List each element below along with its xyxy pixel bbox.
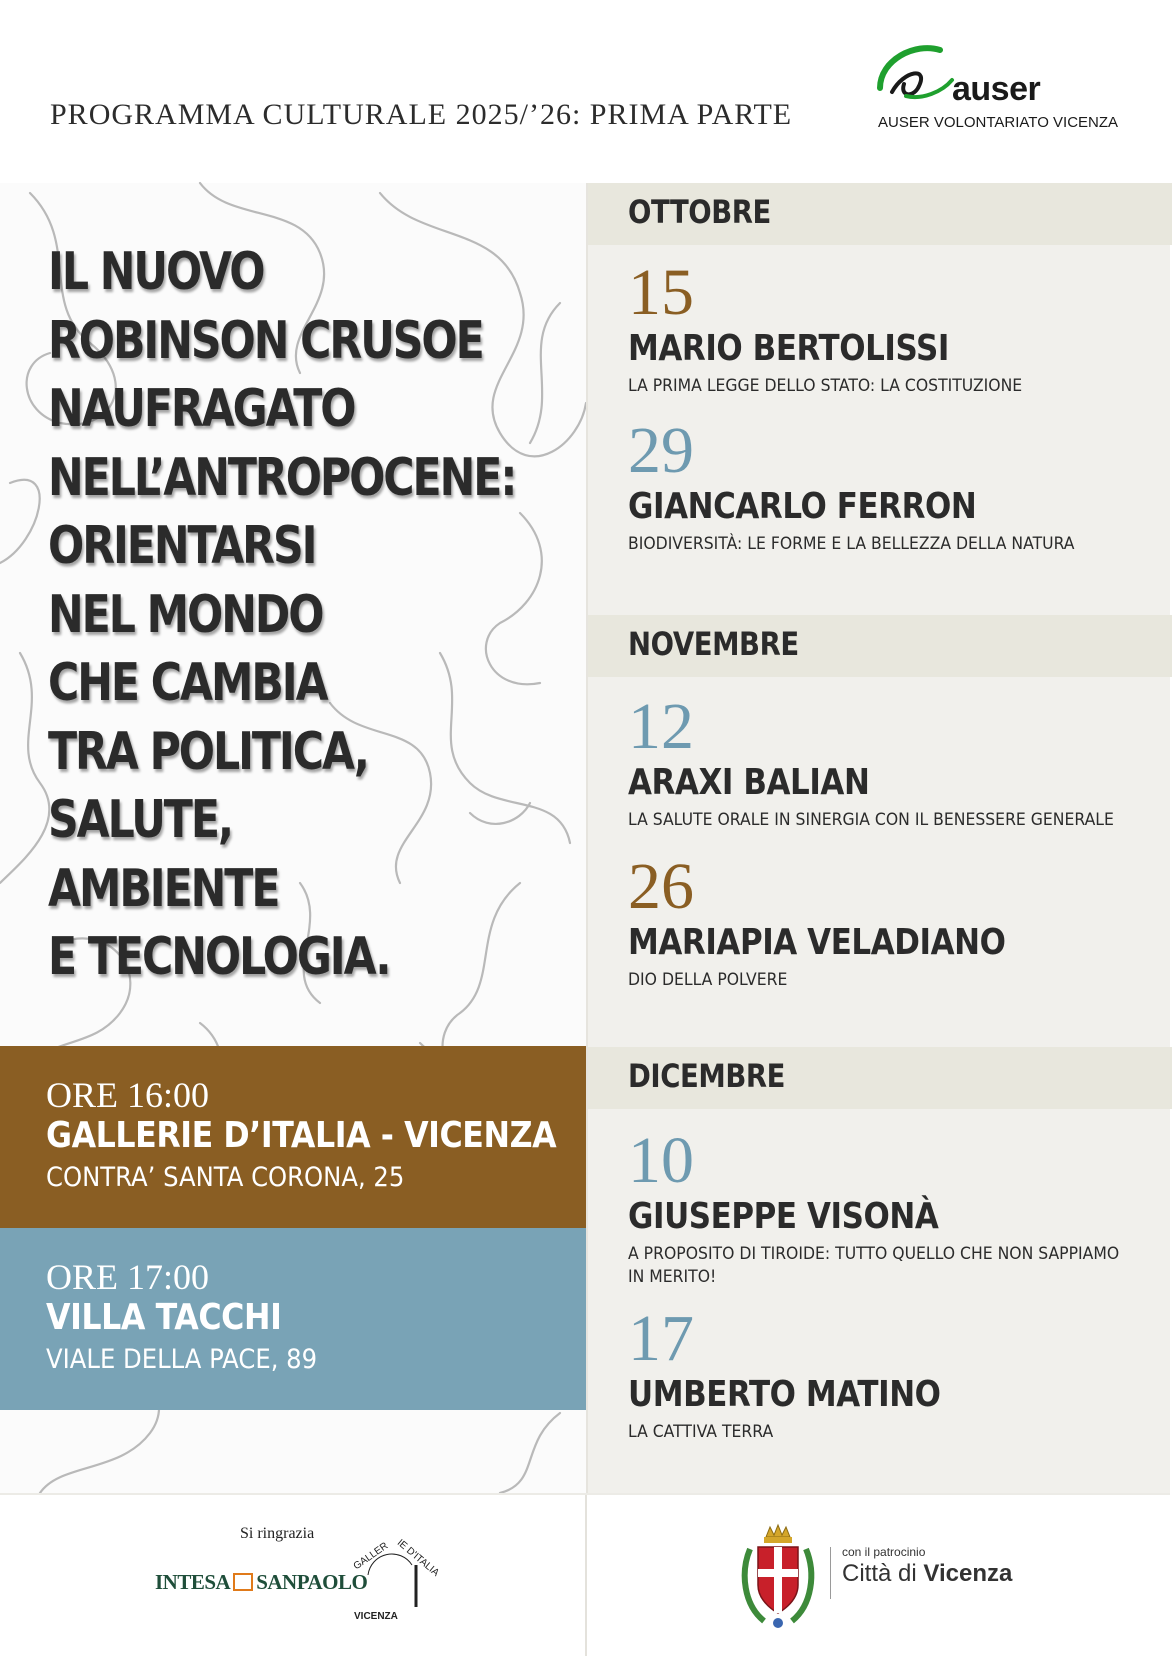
event-day: 15 (628, 256, 694, 329)
event-speaker: MARIAPIA VELADIANO (628, 922, 1006, 963)
event-day: 12 (628, 690, 694, 763)
venue-time: ORE 16:00 (46, 1075, 210, 1115)
event-speaker: MARIO BERTOLISSI (628, 328, 949, 369)
event-day: 29 (628, 414, 694, 487)
month-header-novembre (588, 615, 1172, 677)
main-title-line: ROBINSON CRUSOE (48, 310, 483, 371)
event-day: 26 (628, 850, 694, 923)
main-title-line: ORIENTARSI (48, 516, 316, 576)
event-topic: A PROPOSITO DI TIROIDE: TUTTO QUELLO CHE NON SAPPIAMO (628, 1244, 1120, 1264)
program-title: PROGRAMMA CULTURALE 2025/’26: PRIMA PARTE (50, 98, 793, 131)
main-title-line: CHE CAMBIA (48, 653, 327, 713)
main-title-line: AMBIENTE (48, 858, 279, 919)
month-label: NOVEMBRE (628, 625, 799, 663)
city-prefix: Città di (842, 1560, 917, 1587)
event-topic: LA PRIMA LEGGE DELLO STATO: LA COSTITUZIONE (628, 376, 1023, 396)
intesa-sanpaolo-logo (155, 1570, 367, 1595)
event-day: 10 (628, 1124, 694, 1197)
venue-name: VILLA TACCHI (46, 1297, 282, 1338)
venue-villa-tacchi (0, 1228, 586, 1410)
month-label: DICEMBRE (628, 1057, 785, 1095)
event-topic-continued: IN MERITO! (628, 1267, 717, 1287)
month-header-dicembre (588, 1047, 1172, 1109)
city-name: Vicenza (923, 1560, 1013, 1587)
svg-text:VICENZA: VICENZA (354, 1611, 398, 1622)
gallerie-italia-logo (350, 1535, 442, 1625)
main-title-line: IL NUOVO (48, 242, 264, 302)
event-topic: LA SALUTE ORALE IN SINERGIA CON IL BENESSERE GENERALE (628, 810, 1114, 830)
main-title-line: SALUTE, (48, 790, 233, 850)
month-label: OTTOBRE (628, 193, 771, 231)
intesa-sanpaolo-mark-icon (233, 1573, 253, 1591)
schedule-panel (586, 183, 1170, 1493)
event-speaker: GIANCARLO FERRON (628, 486, 977, 527)
event-speaker: UMBERTO MATINO (628, 1374, 941, 1415)
patronage-city (842, 1560, 1012, 1588)
event-item (628, 850, 1158, 992)
event-item (628, 256, 1158, 398)
footer-divider (585, 1495, 587, 1656)
event-speaker: ARAXI BALIAN (628, 762, 870, 803)
venue-name: GALLERIE D’ITALIA - VICENZA (46, 1115, 557, 1156)
venue-address: VIALE DELLA PACE, 89 (46, 1344, 318, 1375)
svg-text:GALLER: GALLER (351, 1540, 391, 1573)
auser-logo-subtitle: AUSER VOLONTARIATO VICENZA (878, 114, 1119, 131)
main-title-line: NAUFRAGATO (48, 379, 355, 439)
event-item (628, 1302, 1158, 1444)
vicenza-coat-of-arms-icon (738, 1523, 818, 1633)
svg-text:IE D'ITALIA: IE D'ITALIA (394, 1537, 442, 1579)
event-item (628, 1124, 1158, 1289)
event-item (628, 414, 1158, 556)
auser-logo (870, 40, 1130, 140)
main-title (48, 238, 578, 992)
thanks-text: Si ringrazia (240, 1525, 315, 1542)
venue-gallerie (0, 1046, 586, 1228)
month-header-ottobre (588, 183, 1172, 245)
sanpaolo-word: SANPAOLO (256, 1570, 368, 1594)
main-title-line: TRA POLITICA, (48, 721, 368, 782)
main-title-line: NELL’ANTROPOCENE: (48, 447, 516, 508)
venue-time: ORE 17:00 (46, 1257, 210, 1297)
venue-address: CONTRA’ SANTA CORONA, 25 (46, 1162, 405, 1193)
patronage-separator (830, 1547, 831, 1599)
auser-swoosh-icon (870, 40, 960, 110)
event-day: 17 (628, 1302, 694, 1375)
main-title-line: E TECNOLOGIA. (48, 927, 390, 987)
auser-logo-word: auser (952, 70, 1041, 108)
event-topic: DIO DELLA POLVERE (628, 970, 788, 990)
header (0, 0, 1170, 183)
main-title-line: NEL MONDO (48, 584, 323, 645)
event-topic: BIODIVERSITÀ: LE FORME E LA BELLEZZA DELLA NATURA (628, 534, 1075, 554)
event-item (628, 690, 1158, 832)
patronage-subtitle: con il patrocinio (842, 1545, 926, 1559)
intesa-word: INTESA (155, 1570, 231, 1594)
event-topic: LA CATTIVA TERRA (628, 1422, 774, 1442)
footer (0, 1493, 1170, 1654)
event-speaker: GIUSEPPE VISONÀ (628, 1196, 939, 1237)
